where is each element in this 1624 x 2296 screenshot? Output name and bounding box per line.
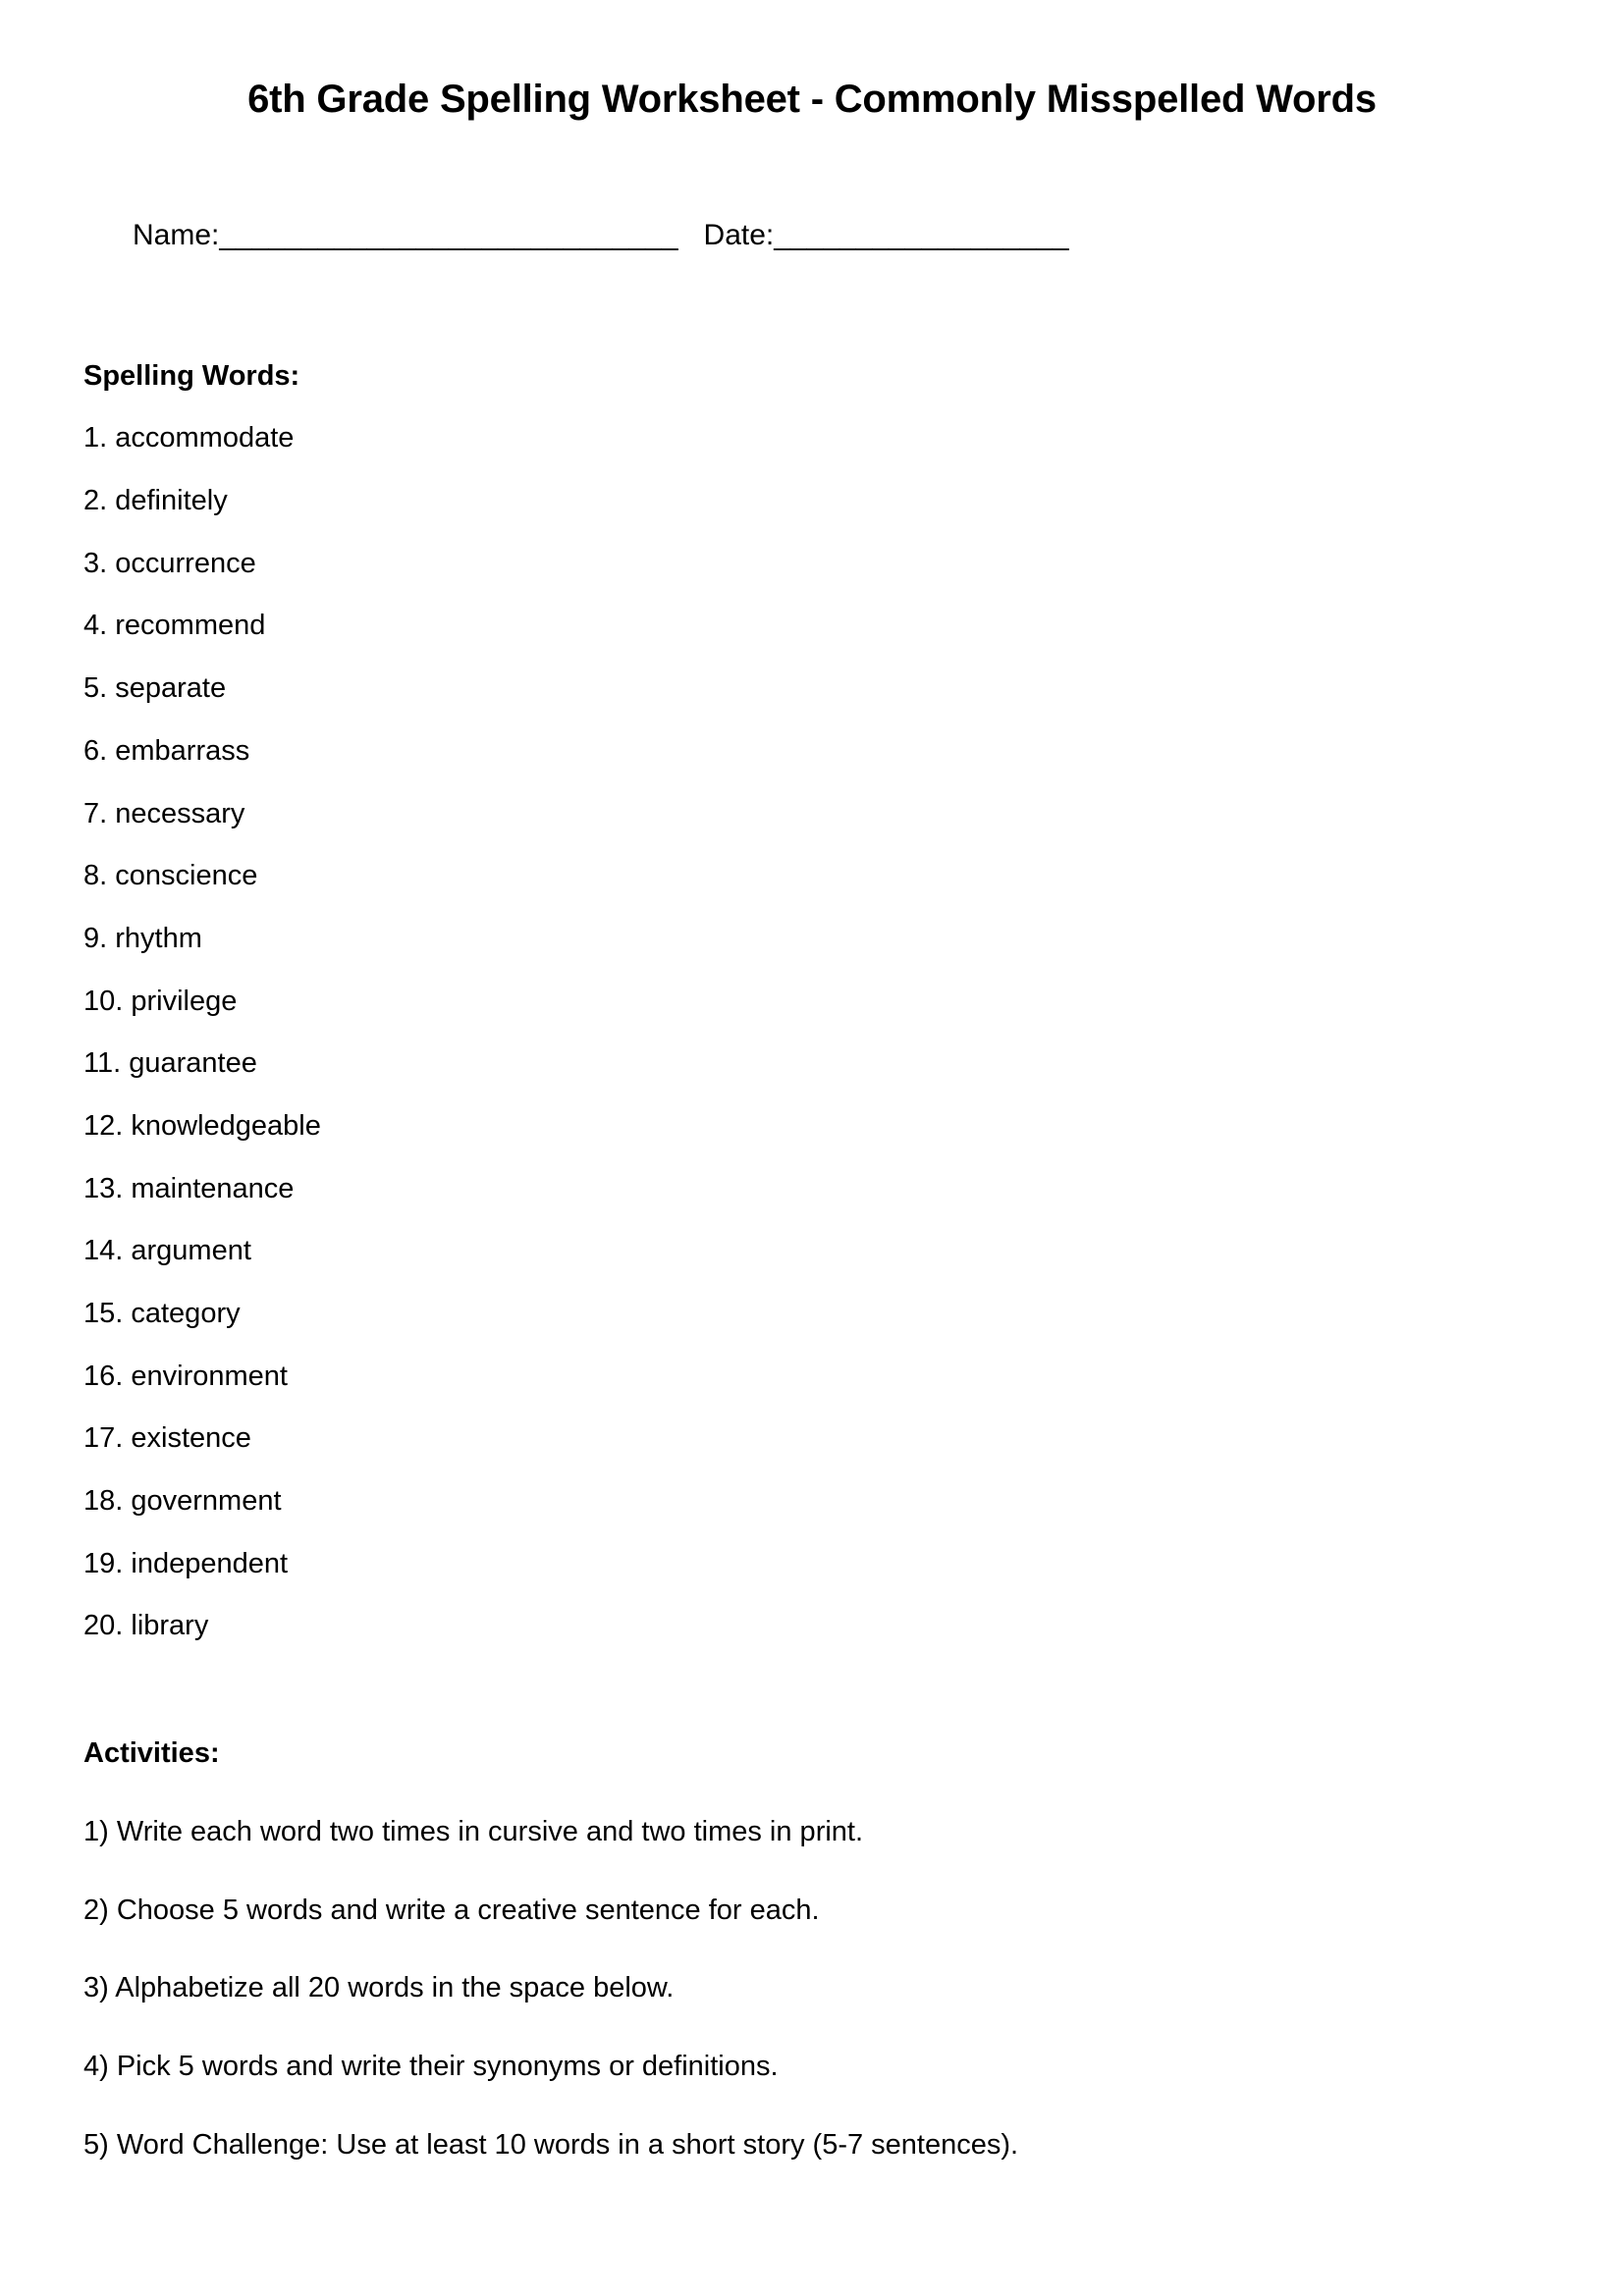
worksheet-content xyxy=(83,0,1541,2163)
list-item: 17. existence xyxy=(83,1422,251,1455)
list-item: 4) Pick 5 words and write their synonyms or definitions. xyxy=(83,2050,779,2082)
activities-heading: Activities: xyxy=(83,1737,220,1770)
name-date-row xyxy=(83,176,1541,295)
list-item: 2) Choose 5 words and write a creative sentence for each. xyxy=(83,1894,820,1926)
name-label: Name: xyxy=(133,218,220,251)
list-item: 11. guarantee xyxy=(83,1047,257,1080)
list-item: 1) Write each word two times in cursive and two times in print. xyxy=(83,1815,864,1847)
spelling-words-heading: Spelling Words: xyxy=(83,359,300,392)
list-item: 5) Word Challenge: Use at least 10 words in a short story (5-7 sentences). xyxy=(83,2128,1019,2161)
list-item: 3. occurrence xyxy=(83,547,256,579)
list-item: 2. definitely xyxy=(83,485,228,517)
list-item: 1. accommodate xyxy=(83,422,295,454)
list-item: 7. necessary xyxy=(83,797,245,829)
list-item: 3) Alphabetize all 20 words in the space below. xyxy=(83,1972,675,2004)
list-item: 6. embarrass xyxy=(83,734,250,767)
list-item: 16. environment xyxy=(83,1360,288,1392)
list-item: 20. library xyxy=(83,1610,209,1642)
date-write-in-line[interactable]: __________________ xyxy=(774,218,1069,251)
spelling-words-list xyxy=(83,420,1541,1645)
list-item: 14. argument xyxy=(83,1235,251,1267)
list-item: 15. category xyxy=(83,1298,241,1329)
list-item: 18. government xyxy=(83,1485,282,1518)
page-title: 6th Grade Spelling Worksheet - Commonly Misspelled Words xyxy=(247,78,1377,121)
list-item: 8. conscience xyxy=(83,860,258,892)
list-item: 12. knowledgeable xyxy=(83,1109,321,1142)
list-item: 13. maintenance xyxy=(83,1172,295,1204)
date-label: Date: xyxy=(703,218,775,251)
list-item: 9. rhythm xyxy=(83,922,202,954)
list-item: 10. privilege xyxy=(83,985,238,1017)
list-item: 5. separate xyxy=(83,672,227,705)
activities-list xyxy=(83,1814,1541,2163)
list-item: 19. independent xyxy=(83,1547,289,1579)
list-item: 4. recommend xyxy=(83,610,266,642)
name-write-in-line[interactable]: ____________________________ xyxy=(219,218,678,251)
